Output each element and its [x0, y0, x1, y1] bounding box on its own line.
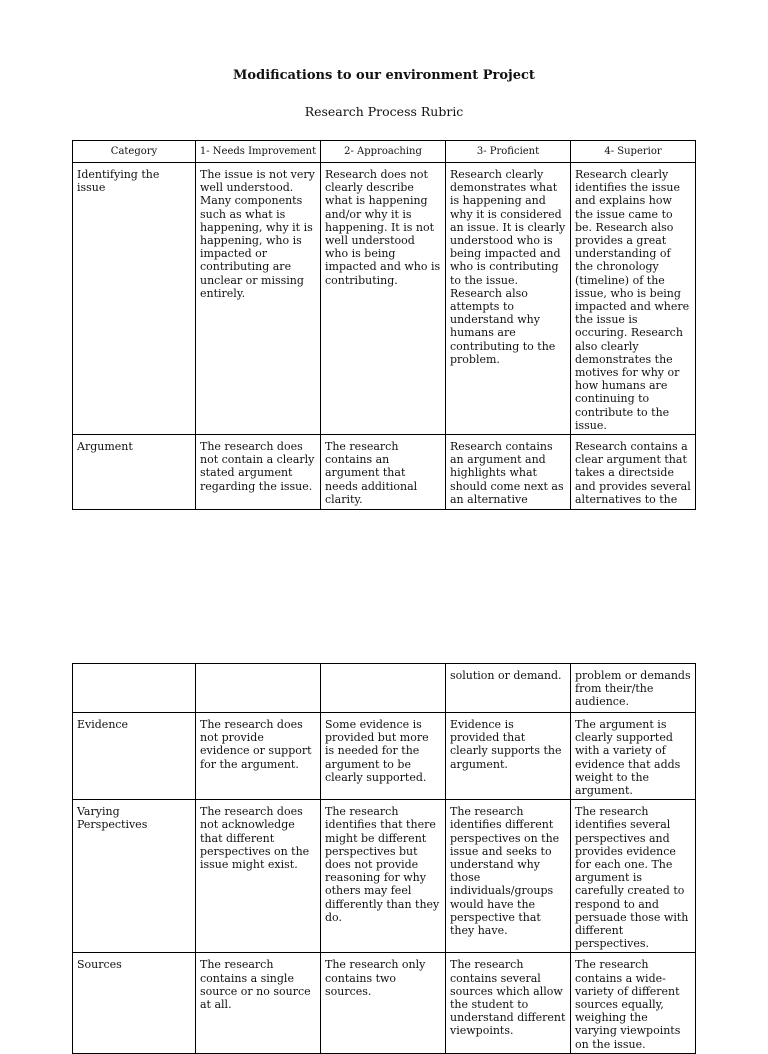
cell-approaching: The research identifies that there might be different perspectives but does not provide reasoning for why others may feel differently than they do.	[321, 800, 446, 953]
cell-approaching: Research does not clearly describe what is happening and/or why it is happening. It is not well understood who is being impacted and who is contributing.	[321, 163, 446, 435]
cell-proficient: The research contains several sources which allow the student to understand different viewpoints.	[446, 953, 571, 1053]
cell-approaching: The research contains an argument that needs additional clarity.	[321, 435, 446, 510]
header-needs-improvement: 1- Needs Improvement	[196, 141, 321, 163]
rubric-row-varying-perspectives	[73, 800, 696, 953]
row-category: Varying Perspectives	[73, 800, 196, 953]
rubric-header-row	[73, 141, 696, 163]
header-approaching: 2- Approaching	[321, 141, 446, 163]
cell-proficient: solution or demand.	[446, 664, 571, 713]
rubric-row-sources	[73, 953, 696, 1053]
row-category: Sources	[73, 953, 196, 1053]
document-title: Modifications to our environment Project	[233, 68, 535, 83]
cell-needs-improvement: The research does not provide evidence or support for the argument.	[196, 713, 321, 800]
cell-approaching: Some evidence is provided but more is needed for the argument to be clearly supported.	[321, 713, 446, 800]
rubric-row-argument	[73, 435, 696, 510]
header-proficient: 3- Proficient	[446, 141, 571, 163]
cell-proficient: The research identifies different perspectives on the issue and seeks to understand why those individuals/groups would have the perspective that they have.	[446, 800, 571, 953]
cell-superior: problem or demands from their/the audience.	[571, 664, 696, 713]
cell-needs-improvement: The research does not acknowledge that different perspectives on the issue might exist.	[196, 800, 321, 953]
cell-proficient: Research clearly demonstrates what is happening and why it is considered an issue. It is clearly understood who is being impacted and who is contributing to the issue. Research also attempts to understand why humans are contributing to the problem.	[446, 163, 571, 435]
cell-needs-improvement: The issue is not very well understood. Many components such as what is happening, why it is happening, who is impacted or contributing are unclear or missing entirely.	[196, 163, 321, 435]
cell-needs-improvement: The research does not contain a clearly stated argument regarding the issue.	[196, 435, 321, 510]
cell-proficient: Research contains an argument and highlights what should come next as an alternative	[446, 435, 571, 510]
cell-superior: The argument is clearly supported with a variety of evidence that adds weight to the argument.	[571, 713, 696, 800]
cell-superior: The research contains a wide-variety of different sources equally, weighing the varying viewpoints on the issue.	[571, 953, 696, 1053]
row-category: Argument	[73, 435, 196, 510]
row-category: Identifying the issue	[73, 163, 196, 435]
rubric-row-evidence	[73, 713, 696, 800]
cell-superior: The research identifies several perspectives and provides evidence for each one. The argument is carefully created to respond to and persuade those with different perspectives.	[571, 800, 696, 953]
cell-approaching: The research only contains two sources.	[321, 953, 446, 1053]
rubric-row-argument-continued	[73, 664, 696, 713]
rubric-table-page-2	[72, 663, 696, 1054]
cell-superior: Research clearly identifies the issue and explains how the issue came to be. Research also provides a great understanding of the chronology (timeline) of the issue, who is being impacted and where the issue is occuring. Research also clearly demonstrates the motives for why or how humans are continuing to contribute to the issue.	[571, 163, 696, 435]
header-superior: 4- Superior	[571, 141, 696, 163]
cell-proficient: Evidence is provided that clearly supports the argument.	[446, 713, 571, 800]
cell-superior: Research contains a clear argument that takes a directside and provides several alternatives to the	[571, 435, 696, 510]
rubric-table-page-1	[72, 140, 696, 510]
cell-needs-improvement: The research contains a single source or no source at all.	[196, 953, 321, 1053]
cell-needs-improvement	[196, 664, 321, 713]
row-category	[73, 664, 196, 713]
document-subtitle: Research Process Rubric	[304, 104, 464, 119]
row-category: Evidence	[73, 713, 196, 800]
rubric-row-identifying-the-issue	[73, 163, 696, 435]
header-category: Category	[73, 141, 196, 163]
cell-approaching	[321, 664, 446, 713]
